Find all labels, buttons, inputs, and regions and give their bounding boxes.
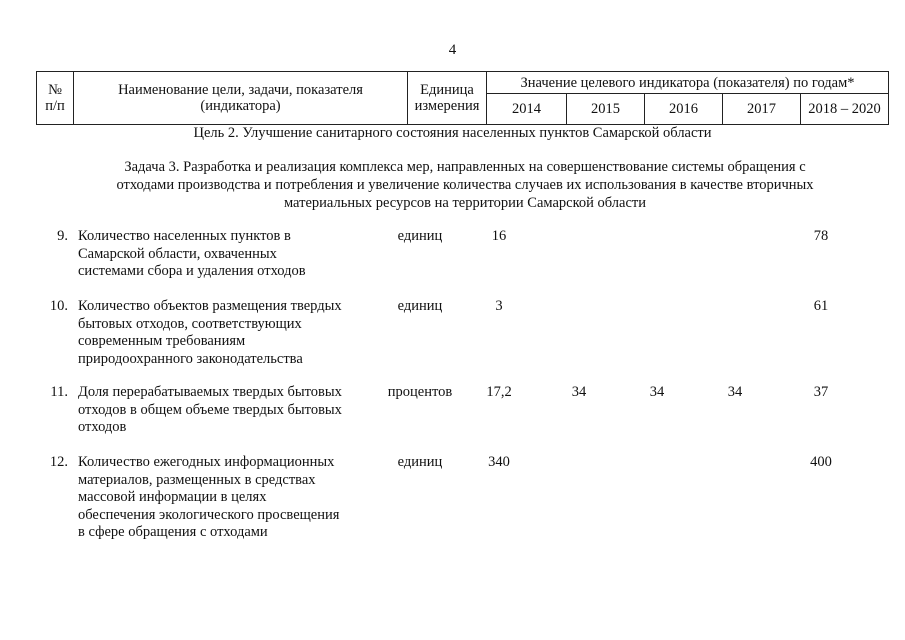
header-values-title: Значение целевого индикатора (показателя) по годам*: [487, 72, 889, 94]
row-name-line: в сфере обращения с отходами: [78, 524, 268, 540]
row-number: 11.: [50, 384, 68, 400]
header-number-line2: п/п: [45, 98, 65, 114]
row-name-line: отходов: [78, 419, 127, 435]
row-name-line: массовой информации в целях: [78, 489, 267, 505]
row-value-2014: 17,2: [486, 384, 512, 400]
row-name: [78, 384, 378, 437]
header-year: 2016: [645, 94, 723, 125]
page-number: 4: [448, 42, 457, 58]
task-heading: [70, 158, 860, 212]
row-unit: единиц: [397, 298, 443, 314]
header-unit-line1: Единица: [420, 82, 474, 98]
header-year: 2015: [567, 94, 645, 125]
row-name-line: бытовых отходов, соответствующих: [78, 315, 302, 332]
header-year: 2017: [723, 94, 801, 125]
row-name-line: материалов, размещенных в средствах: [78, 471, 316, 488]
row-name: [78, 298, 378, 368]
row-value-2016: 34: [649, 384, 665, 400]
row-name-line: Количество населенных пунктов в: [78, 228, 291, 244]
header-unit-line2: измерения: [414, 98, 480, 114]
header-number: [37, 72, 74, 125]
row-name-line: Самарской области, охваченных: [78, 245, 277, 262]
row-unit: процентов: [387, 384, 453, 400]
indicators-header-table: [36, 71, 889, 125]
row-number: 12.: [49, 454, 68, 470]
header-year: 2014: [487, 94, 567, 125]
header-year: 2018 – 2020: [801, 94, 889, 125]
row-unit: единиц: [397, 454, 443, 470]
row-value-2014: 16: [491, 228, 507, 244]
row-value-2017: 34: [727, 384, 743, 400]
row-name: [78, 228, 378, 281]
row-name-line: природоохранного законодательства: [78, 350, 303, 367]
row-name-line: отходов в общем объеме твердых бытовых: [78, 401, 342, 418]
goal-heading: Цель 2. Улучшение санитарного состояния населенных пунктов Самарской области: [193, 125, 712, 141]
row-value-2018-2020: 78: [813, 228, 829, 244]
header-unit: [408, 72, 487, 125]
row-value-2018-2020: 400: [810, 454, 832, 470]
row-value-2014: 340: [488, 454, 510, 470]
header-name-line1: Наименование цели, задачи, показателя: [118, 82, 363, 98]
row-number: 10.: [49, 298, 68, 314]
header-name: [74, 72, 408, 125]
row-name-line: Количество объектов размещения твердых: [78, 298, 342, 314]
task-line: Задача 3. Разработка и реализация комплекса мер, направленных на совершенствование системы обращения с: [124, 159, 806, 175]
header-name-line2: (индикатора): [200, 98, 281, 114]
row-name-line: Количество ежегодных информационных: [78, 454, 335, 470]
row-value-2018-2020: 37: [813, 384, 829, 400]
row-name-line: системами сбора и удаления отходов: [78, 263, 306, 279]
row-name-line: современным требованиям: [78, 333, 246, 349]
task-line: материальных ресурсов на территории Самарской области: [283, 195, 647, 211]
row-unit: единиц: [397, 228, 443, 244]
row-number: 9.: [57, 228, 68, 244]
row-value-2014: 3: [495, 298, 503, 314]
row-name-line: Доля перерабатываемых твердых бытовых: [78, 384, 342, 400]
task-line: отходами производства и потребления и увеличение количества случаев их использования в качестве вторичных: [116, 177, 814, 193]
row-value-2015: 34: [571, 384, 587, 400]
row-name-line: обеспечения экологического просвещения: [78, 506, 340, 523]
row-value-2018-2020: 61: [813, 298, 829, 314]
row-name: [78, 454, 378, 542]
header-number-line1: №: [48, 82, 62, 98]
